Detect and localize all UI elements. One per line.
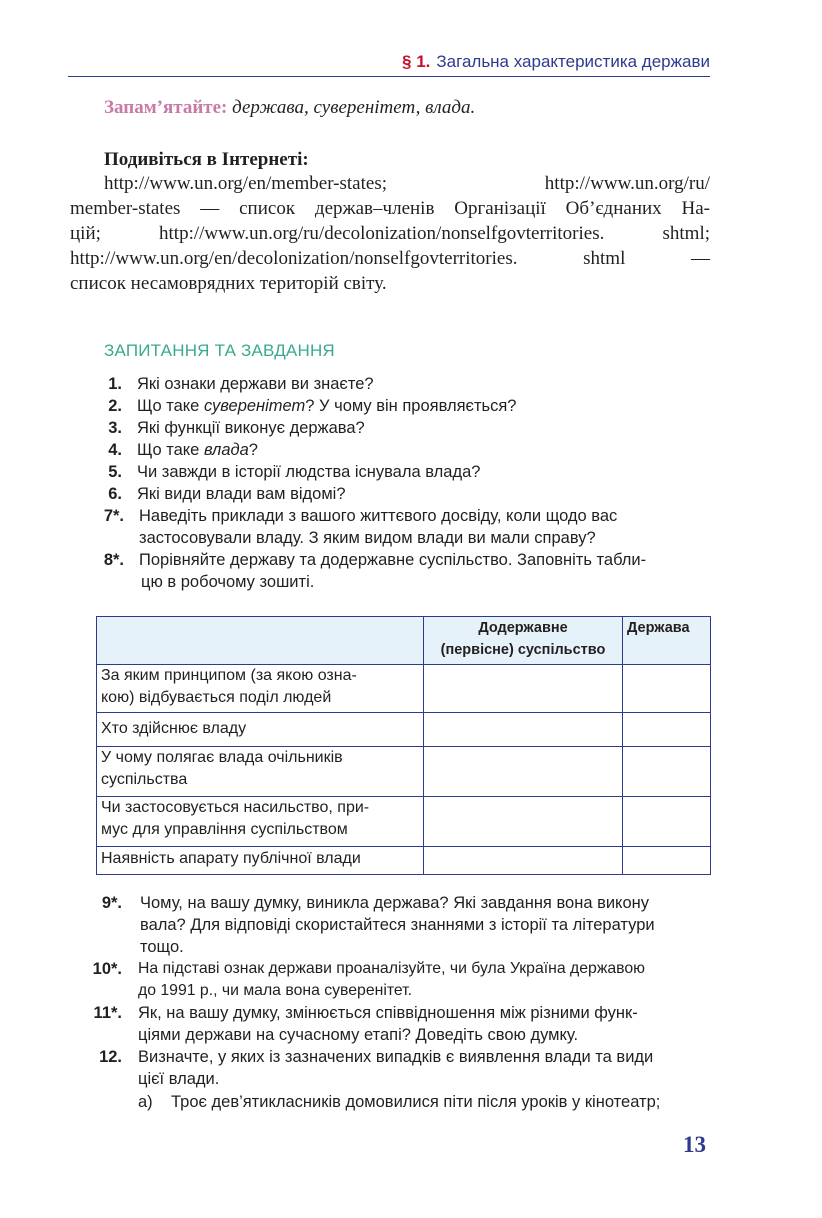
table-cell-empty xyxy=(424,797,623,847)
section-number: § 1. xyxy=(402,52,431,71)
table-cell-empty xyxy=(424,665,623,713)
questions-title: ЗАПИТАННЯ ТА ЗАВДАННЯ xyxy=(104,341,335,360)
table-cell-empty xyxy=(424,747,623,797)
question-text: Визначте, у яких із зазначених випадків є виявлення влади та види цієї влади. xyxy=(138,1048,654,1088)
question-number: 10*. xyxy=(92,960,122,978)
table-row-label: Хто здійснює владу xyxy=(97,713,424,747)
question-text: Наведіть приклади з вашого життєвого досвіду, коли щодо вас застосовували владу. З яким видом влади ви мали справу? xyxy=(139,507,618,547)
question-text: Як, на вашу думку, змінюється співвідношення між різними функ- ціями держави на сучасному етапі? Доведіть свою думку. xyxy=(138,1004,638,1044)
internet-line-1: http://www.un.org/en/member-states; http://www.un.org/ru/ xyxy=(104,173,710,194)
internet-line-3: цій; http://www.un.org/ru/decolonization/nonselfgovterritories. shtml; xyxy=(70,223,710,244)
table-cell-empty xyxy=(623,713,711,747)
question-number: 8*. xyxy=(103,551,124,569)
table-row-label: За яким принципом (за якою озна- кою) відбувається поділ людей xyxy=(97,665,424,713)
item-text: Троє дев’ятикласників домовилися піти після уроків у кінотеатр; xyxy=(171,1093,661,1111)
table-cell-empty xyxy=(623,847,711,875)
table-header-state: Держава xyxy=(623,617,711,665)
question-text: Порівняйте державу та додержавне суспільство. Заповніть табли- цю в робочому зошиті. xyxy=(139,551,647,591)
table-row xyxy=(97,665,711,713)
remember-block xyxy=(104,97,475,119)
table-cell-empty xyxy=(623,797,711,847)
question-text: Що таке суверенітет? У чому він проявляється? xyxy=(137,397,517,415)
question-text: Що таке влада? xyxy=(137,441,258,459)
table-cell-empty xyxy=(623,747,711,797)
question-number: 1. xyxy=(108,375,122,393)
table-row xyxy=(97,847,711,875)
remember-label: Запам’ятайте: xyxy=(104,97,228,118)
question-12-item-a xyxy=(138,1093,660,1112)
table-row-label: Чи застосовується насильство, при- мус для управління суспільством xyxy=(97,797,424,847)
remember-terms: держава, суверенітет, влада. xyxy=(232,97,476,118)
internet-line-4: http://www.un.org/en/decolonization/nonselfgovterritories. shtml — xyxy=(70,248,710,269)
question-number: 7*. xyxy=(103,507,124,525)
section-title: Загальна характеристика держави xyxy=(436,52,710,71)
table-row xyxy=(97,747,711,797)
question-number: 6. xyxy=(108,485,122,503)
question-text: Чому, на вашу думку, виникла держава? Які завдання вона викону вала? Для відповіді скористайтеся знаннями з історії та літератури тощо. xyxy=(140,894,655,956)
question-text: Які ознаки держави ви знаєте? xyxy=(137,375,374,393)
internet-line-5: список несамоврядних територій світу. xyxy=(70,273,387,294)
running-header xyxy=(0,52,710,72)
question-text: На підставі ознак держави проаналізуйте, чи була Україна державою до 1991 р., чи мала вона суверенітет. xyxy=(138,960,646,999)
table-header-empty xyxy=(97,617,424,665)
item-letter: а) xyxy=(138,1093,153,1111)
question-number: 3. xyxy=(108,419,122,437)
header-rule xyxy=(68,76,710,77)
table-header-row xyxy=(97,617,711,665)
table-row xyxy=(97,713,711,747)
internet-line-2: member-states — список держав–членів Організації Об’єднаних На- xyxy=(70,198,710,219)
table-cell-empty xyxy=(424,713,623,747)
page-number: 13 xyxy=(683,1132,706,1157)
question-number: 2. xyxy=(108,397,122,415)
question-number: 9*. xyxy=(101,894,122,912)
table-cell-empty xyxy=(623,665,711,713)
question-text: Які функції виконує держава? xyxy=(137,419,365,437)
table-header-pre-state: Додержавне (первісне) суспільство xyxy=(424,617,623,665)
table-row-label: Наявність апарату публічної влади xyxy=(97,847,424,875)
question-number: 4. xyxy=(108,441,122,459)
table-row-label: У чому полягає влада очільників суспільства xyxy=(97,747,424,797)
question-number: 11*. xyxy=(93,1004,122,1022)
question-number: 12. xyxy=(99,1048,122,1066)
question-text: Чи завжди в історії людства існувала влада? xyxy=(137,463,481,481)
question-text: Які види влади вам відомі? xyxy=(137,485,346,503)
comparison-table xyxy=(96,616,711,875)
question-number: 5. xyxy=(108,463,122,481)
table-row xyxy=(97,797,711,847)
internet-title: Подивіться в Інтернеті: xyxy=(104,149,309,170)
table-cell-empty xyxy=(424,847,623,875)
